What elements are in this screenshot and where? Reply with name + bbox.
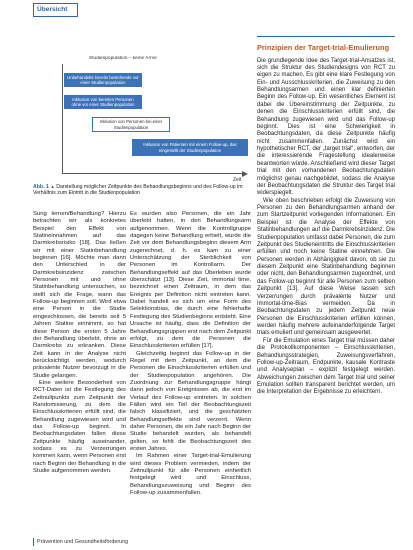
paragraph: Im Rahmen einer Target-trial-Emulierung wird dieses Problem vermieden, indem der Zeitnullpunkt für alle Personen einheitlich festgelegt wird und Einschluss, Behandlungszuweisung und Beginn des Follow-up zusammenfallen.: [130, 453, 251, 497]
footer-divider: [33, 538, 34, 546]
figure-time-axis: [62, 173, 244, 174]
section-label: Übersicht: [33, 3, 78, 17]
figure-box-4: Inklusion von Patienten mit einem Follow-up, das eingestellt der Studienpopulation: [132, 139, 248, 156]
figure-axis-x-label: Zeit: [233, 177, 242, 183]
paragraph: Für die Emulation eines Target trial müssen daher die Protokollkomponenten – Einschlusskriterien, Behandlungsstrategien, Zuweisungsverfahren, Follow-up-Zeitraum, Endpunkte, kausale Kontraste und Analyseplan – explizit festgelegt werden. Abweichungen zwischen dem Target trial und seiner Emulation sollten transparent berichtet werden, um die Interpretation der Ergebnisse zu erleichtern.: [257, 337, 395, 396]
caption-label: Abb. 1: [33, 184, 49, 190]
body-column-1: [33, 211, 126, 527]
figure-axis-top-label: Studienpopulation – keine Arme: [89, 56, 157, 61]
figure-box-1: Unbehandelte bereits bestehende vor einer Studienpopulation: [64, 73, 142, 87]
journal-name: Prävention und Gesundheitsförderung: [37, 538, 129, 545]
figure-box-2: Inklusion von bereiten Personen ohne vor einer Studienpopulation: [64, 95, 142, 109]
paragraph: Wie oben beschrieben erfolgt die Zuweisung von Personen zu den Behandlungsarmen anhand der zum Startzeitpunkt vorliegenden Informationen. Ein Beispiel ist die Analyse der Effekte von Statinbehandlungen auf die Darmkrebsinzidenz. Die Studienpopulation umfasst dabei Personen, die zum Zeitpunkt des Studieneintritts die Einschlusskriterien erfüllen und noch keine Statine einnehmen. Die Personen werden in Abhängigkeit davon, ob sie zu diesem Zeitpunkt eine Statinbehandlung beginnen oder nicht, den Behandlungsarmen zugeordnet, und das Follow-up beginnt für alle Personen zum selben Zeitpunkt [13]. Auf diese Weise lassen sich Verzerrungen durch prävalente Nutzer und Immortal-time-Bias vermeiden. Da in Beobachtungsdaten zu jedem Zeitpunkt neue Personen die Einschlusskriterien erfüllen können, werden häufig mehrere aufeinanderfolgende Target trials emuliert und gemeinsam ausgewertet.: [257, 197, 395, 337]
paragraph: Gleichzeitig beginnt das Follow-up in der Regel mit dem Zeitpunkt, an dem die Personen die Einschlusskriterien erfüllen und der Studienpopulation angehören. Die Zuordnung zur Behandlungsgruppe hängt dann jedoch von Ereignissen ab, die erst im Verlauf des Follow-up eintreten. In solchen Fällen wird ein Teil der Beobachtungszeit falsch klassifiziert, und die geschätzten Behandlungseffekte sind verzerrt. Wenn daher Personen, die ein Jahr nach Beginn der Studie behandelt wurden, als behandelt gelten, so fehlt die Beobachtungszeit des ersten Jahres.: [130, 350, 251, 452]
triangle-up-icon: ▲: [50, 184, 55, 189]
paragraph: Sung lernen/Behandlung? Hierzu betrachten wir als konkretes Beispiel den Effekt von Statineinnahmen auf das Darmkrebsrisiko [18]. Das ließen wir mit einer Statinbehandlung beginnen [16]. Möchte man dann den Unterschied in der Darmkrebsinzidenz zwischen Personen mit und ohne Statinbehandlung untersuchen, so stellt sich die Frage, wann das Follow-up beginnen soll. Wird etwa eine Person in die Studie eingeschlossen, die bereits seit 5 Jahren Statine einnimmt, so hat diese Person die ersten 5 Jahre der Behandlung überlebt, ohne an Darmkrebs zu erkranken. Diese Zeit kann in der Analyse nicht berücksichtigt werden, wodurch prävalente Nutzer bevorzugt in die Studie gelangen.: [33, 211, 126, 379]
page-footer: [33, 537, 128, 546]
info-box: [257, 36, 395, 537]
figure-timeline-diagram: [33, 28, 253, 183]
figure-caption: [33, 184, 251, 197]
arrow-right-icon: [242, 171, 248, 177]
figure-box-3: Inklusion von Personen bei einer Studienpopulation: [92, 117, 170, 132]
body-column-2: [130, 211, 251, 527]
paragraph: Die grundlegende Idee des Target-trial-Ansatzes ist, sich die Struktur des Studiendesigns von RCT zu eigen zu machen. Es gibt eine klare Festlegung von Ein- und Ausschlusskriterien, die Zuweisung zu den Behandlungsarmen und einen klar definierten Beginn des Follow-up. Ein wesentliches Element ist dabei die Übereinstimmung der Zeitpunkte, zu denen die Einschlusskriterien erfüllt sind, die Behandlung zugewiesen wird und das Follow-up beginnt. Dies ist eine Schwierigkeit in Beobachtungsdaten, da diese Zeitpunkte häufig nicht zusammenfallen. Zunächst wird ein hypothetischer RCT, der „target trial“, entworfen, der die interessierende Fragestellung idealerweise beantworten würde. Anschließend wird dieser Target trial mit den vorhandenen Beobachtungsdaten möglichst genau nachgebildet, sodass die Analyse der Beobachtungsdaten die Struktur des Target trial widerspiegelt.: [257, 57, 395, 197]
paragraph: Eine weitere Besonderheit von RCT-Daten ist die Festlegung des Zeitnullpunkts zum Zeitpunkt der Randomisierung, zu dem die Einschlusskriterien erfüllt sind, die Behandlung zugewiesen wird und das Follow-up beginnt. In Beobachtungsdaten fallen diese Zeitpunkte häufig auseinander, sodass es zu Verzerrungen kommen kann, wenn Personen erst nach Beginn der Behandlung in die Studie aufgenommen werden.: [33, 379, 126, 475]
caption-text: Darstellung möglicher Zeitpunkte des Behandlungsbeginns und des Follow-up im Verhältnis zum Eintritt in die Studienpopulation: [33, 184, 243, 197]
info-box-title: Prinzipien der Target-trial-Emulierung: [257, 43, 390, 52]
info-box-body: [257, 58, 395, 397]
paragraph: Es wurden also Personen, die ein Jahr überlebt hatten, in den Behandlungsarm aufgenommen. Wenn die Kontrollgruppe dagegen keine Behandlung erhielt, wurde die Zeit vor dem Behandlungsbeginn diesem Arm zugerechnet, d. h. es kam zu einer Unterschätzung der Sterblichkeit von Personen im Kontrollarm. Der Behandlungseffekt auf das Überleben wurde überschätzt [13]. Diese Zeit, immortal time, bezeichnet einen Zeitraum, in dem das Ereignis per Definition nicht eintreten kann. Dabei handelt es sich um eine Form des Selektionsbias, die durch eine fehlerhafte Festlegung des Studienbeginns entsteht. Eine Ursache ist häufig, dass die Definition der Behandlungsgruppen erst nach dem Zeitpunkt erfolgt, zu dem die Personen die Einschlusskriterien erfüllen [17].: [130, 211, 251, 350]
figure-vertical-axis: [62, 64, 63, 173]
